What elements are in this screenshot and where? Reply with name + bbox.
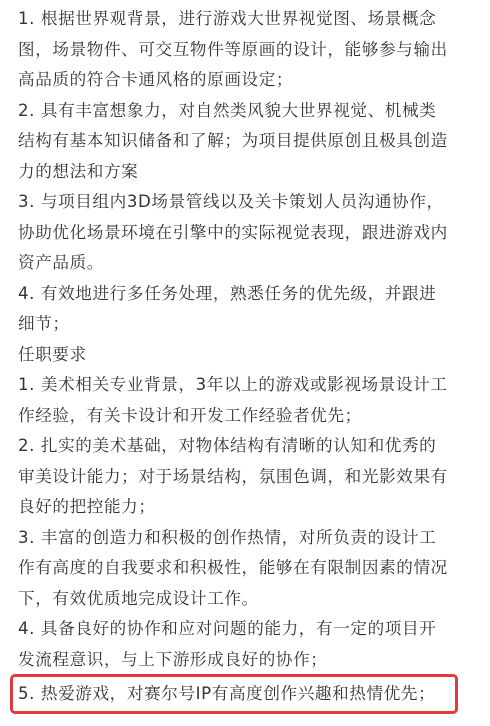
highlight-box (10, 674, 458, 714)
text-line: 发流程意识，与上下游形成良好的协作； (18, 650, 328, 669)
text-line: 1. 美术相关专业背景，3年以上的游戏或影视场景设计工 (18, 375, 448, 394)
text-line: 审美设计能力；对于场景结构，氛围色调，和光影效果有 (18, 467, 448, 486)
text-line: 图，场景物件、可交互物件等原画的设计，能够参与输出 (18, 40, 448, 59)
section-heading: 任职要求 (18, 345, 87, 364)
text-line: 良好的把控能力； (18, 497, 156, 516)
highlighted-text-line: 5. 热爱游戏，对赛尔号IP有高度创作兴趣和热情优先； (18, 684, 436, 703)
text-line: 3. 与项目组内3D场景管线以及关卡策划人员沟通协作， (18, 192, 444, 211)
text-line: 下，有效优质地完成设计工作。 (18, 589, 259, 608)
text-line: 作有高度的自我要求和积极性，能够在有限制因素的情况 (18, 558, 448, 577)
text-line: 2. 扎实的美术基础，对物体结构有清晰的认知和优秀的 (18, 436, 437, 455)
text-line: 3. 丰富的创造力和积极的创作热情，对所负责的设计工 (18, 528, 437, 547)
text-line: 结构有基本知识储备和了解；为项目提供原创且极具创造 (18, 131, 448, 150)
text-line: 力的想法和方案 (18, 162, 139, 181)
text-line: 资产品质。 (18, 253, 104, 272)
text-line: 4. 有效地进行多任务处理，熟悉任务的优先级，并跟进 (18, 284, 437, 303)
text-line: 高品质的符合卡通风格的原画设定； (18, 70, 294, 89)
text-line: 1. 根据世界观背景，进行游戏大世界视觉图、场景概念 (18, 9, 437, 28)
text-line: 4. 具备良好的协作和应对问题的能力，有一定的项目开 (18, 619, 437, 638)
text-line: 协助优化场景环境在引擎中的实际视觉表现，跟进游戏内 (18, 223, 448, 242)
text-line: 2. 具有丰富想象力，对自然类风貌大世界视觉、机械类 (18, 101, 437, 120)
text-line: 作经验，有关卡设计和开发工作经验者优先； (18, 406, 362, 425)
text-line: 细节； (18, 314, 70, 333)
